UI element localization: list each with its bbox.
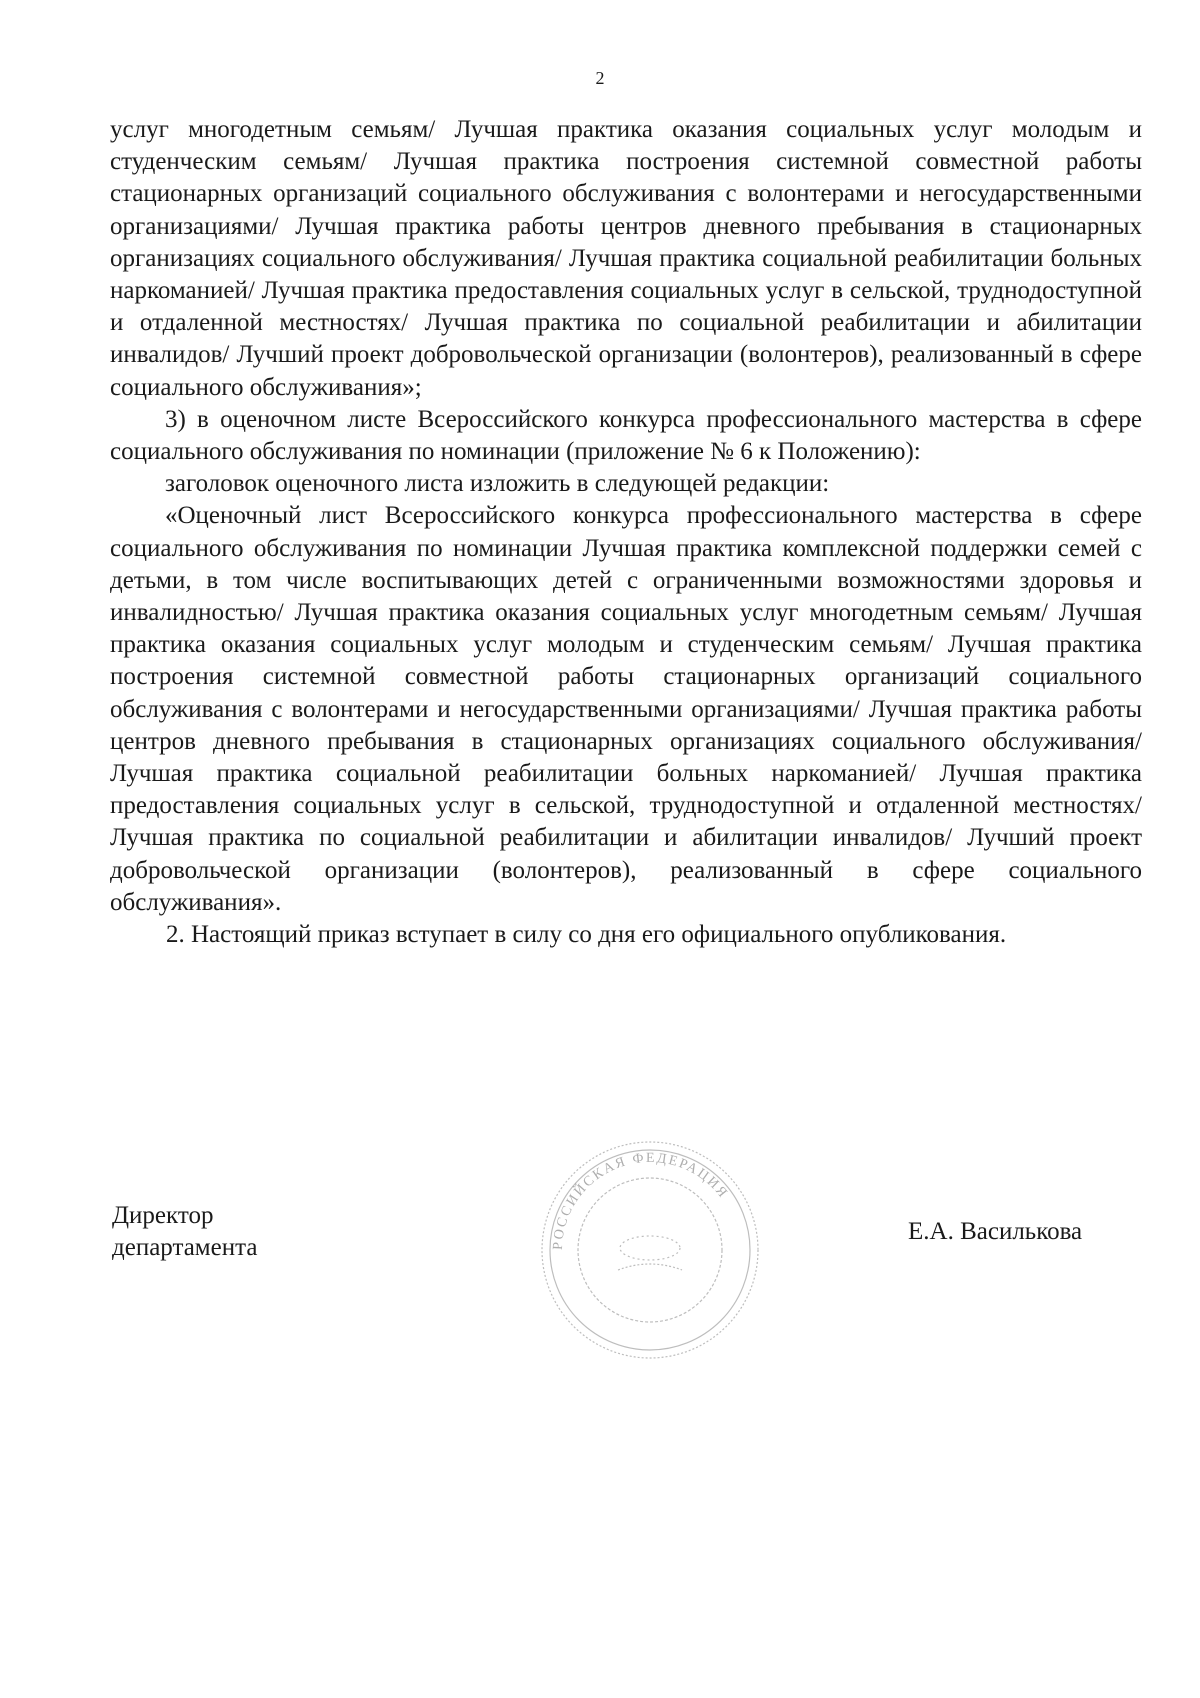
paragraph-item-3: 3) в оценочном листе Всероссийского конкурса профессионального мастерства в сфере социального обслуживания по номинации (приложение № 6 к Положению): xyxy=(110,405,1142,466)
paragraph-effective-date: 2. Настоящий приказ вступает в силу со дня его официального опубликования. xyxy=(166,921,1007,949)
page-number: 2 xyxy=(595,68,605,88)
position-line-1: Директор xyxy=(112,1202,214,1229)
paragraph-continuation: услуг многодетным семьям/ Лучшая практика оказания социальных услуг молодым и студенческим семьям/ Лучшая практика построения системной совместной работы стационарных организаций социального обслуживания с волонтерами и негосударственными организациями/ Лучшая практика работы центров дневного пребывания в стационарных организациях социального обслуживания/ Лучшая практика социальной реабилитации больных наркоманией/ Лучшая практика предоставления социальных услуг в сельской, труднодоступной и отдаленной местностях/ Лучшая практика по социальной реабилитации и абилитации инвалидов/ Лучший проект добровольческой организации (волонтеров), реализованный в сфере социального обслуживания»; xyxy=(110,116,1142,401)
paragraph-new-title: «Оценочный лист Всероссийского конкурса профессионального мастерства в сфере социального обслуживания по номинации Лучшая практика комплексной поддержки семей с детьми, в том числе воспитывающих детей с ограниченными возможностями здоровья и инвалидностью/ Лучшая практика оказания социальных услуг многодетным семьям/ Лучшая практика оказания социальных услуг молодым и студенческим семьям/ Лучшая практика построения системной совместной работы стационарных организаций социального обслуживания с волонтерами и негосударственными организациями/ Лучшая практика работы центров дневного пребывания в стационарных организациях социального обслуживания/ Лучшая практика социальной реабилитации больных наркоманией/ Лучшая практика предоставления социальных услуг в сельской, труднодоступной и отдаленной местностях/ Лучшая практика по социальной реабилитации и абилитации инвалидов/ Лучший проект добровольческой организации (волонтеров), реализованный в сфере социального обслуживания». xyxy=(110,502,1142,916)
position-line-2: департамента xyxy=(112,1234,258,1261)
paragraph-header-instruction: заголовок оценочного листа изложить в следующей редакции: xyxy=(165,470,830,498)
seal-arc-text: РОССИЙСКАЯ ФЕДЕРАЦИЯ xyxy=(550,1150,731,1251)
signatory-position xyxy=(112,1200,257,1264)
document-body xyxy=(110,114,1142,951)
official-seal-stamp xyxy=(530,1130,770,1370)
signatory-name: Е.А. Василькова xyxy=(908,1218,1083,1245)
